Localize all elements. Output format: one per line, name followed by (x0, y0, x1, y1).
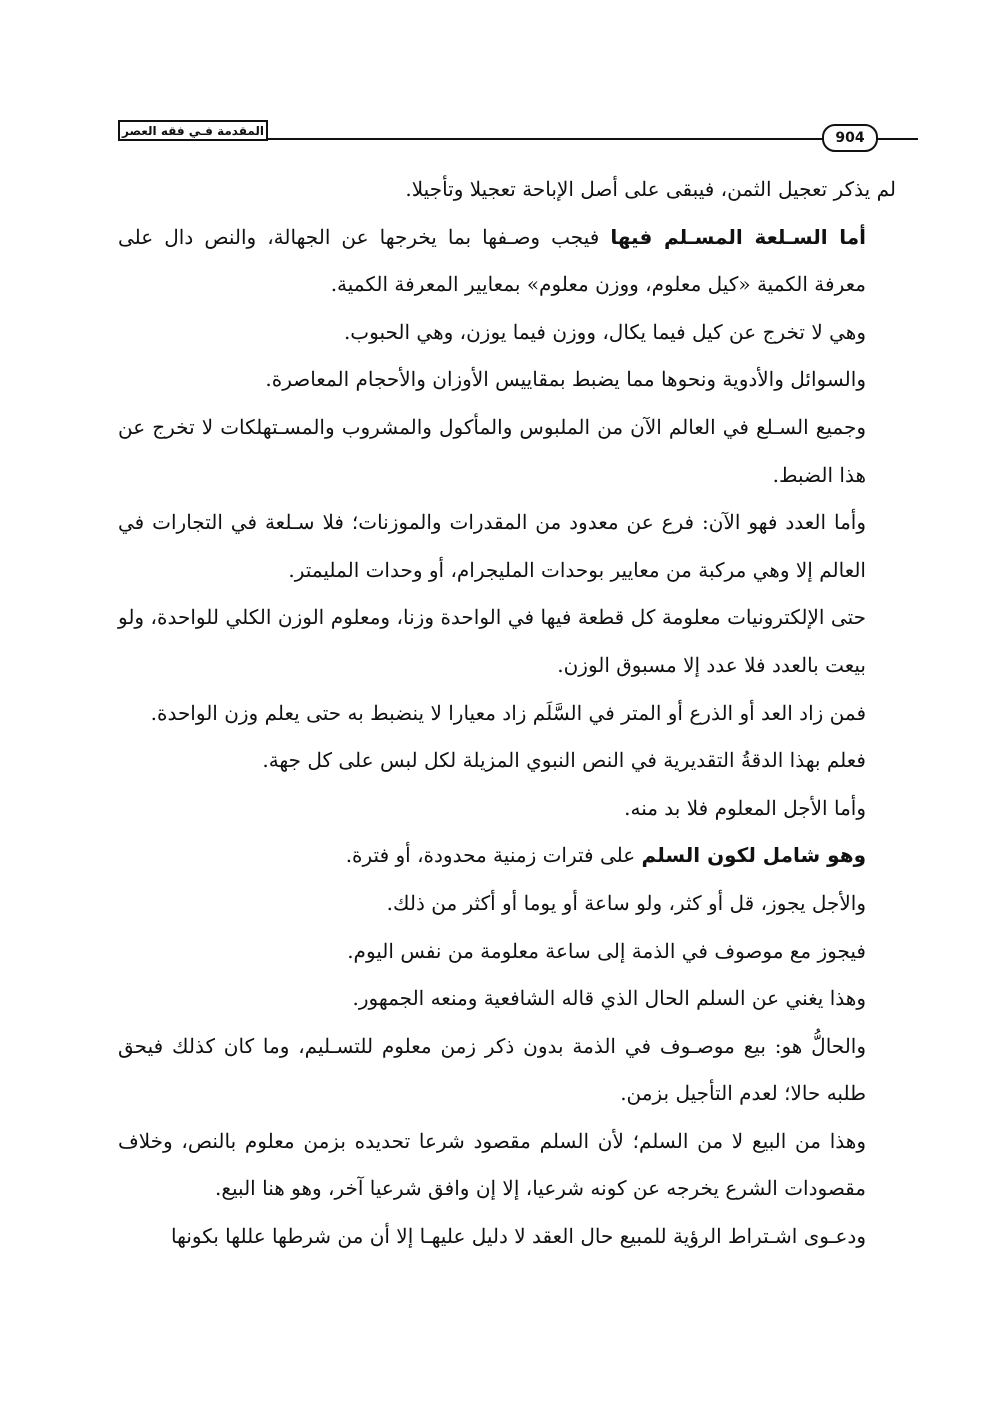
paragraph: فيجوز مع موصوف في الذمة إلى ساعة معلومة من نفس اليوم. (347, 938, 866, 963)
paragraph: فمن زاد العد أو الذرع أو المتر في السَّلَم زاد معيارا لا ينضبط به حتى يعلم وزن الواحدة. (150, 700, 866, 725)
paragraph: وهذا يغني عن السلم الحال الذي قاله الشافعية ومنعه الجمهور. (352, 986, 866, 1011)
paragraph: وأما العدد فهو الآن: فرع عن معدود من المقدرات والموزنات؛ فلا سـلعة في التجارات في العالم إلا وهي مركبة من معايير بوحدات المليجرام، أو وحدات المليمتر. (118, 510, 866, 582)
body-text (118, 166, 896, 1261)
paragraph: وجميع السـلع في العالم الآن من الملبوس والمأكول والمشروب والمسـتهلكات لا تخرج عن هذا الضبط. (118, 414, 866, 487)
paragraph: لم يذكر تعجيل الثمن، فيبقى على أصل الإباحة تعجيلا وتأجيلا. (405, 177, 896, 201)
page-number: 904 (822, 124, 878, 152)
paragraph: وأما الأجل المعلوم فلا بد منه. (624, 795, 866, 820)
paragraph: ودعـوى اشـتراط الرؤية للمبيع حال العقد لا دليل عليهـا إلا أن من شرطها عللها بكونها (171, 1224, 866, 1249)
bold-lead: أما السـلعة المسـلم فيها (610, 224, 866, 249)
paragraph: والسوائل والأدوية ونحوها مما يضبط بمقاييس الأوزان والأحجام المعاصرة. (265, 367, 866, 392)
bold-lead: وهو شامل لكون السلم (641, 843, 866, 868)
paragraph: وهو شامل لكون السلم على فترات زمنية محدودة، أو فترة. (345, 843, 866, 868)
paragraph: وهي لا تخرج عن كيل فيما يكال، ووزن فيما يوزن، وهي الحبوب. (343, 319, 866, 344)
paragraph: فعلم بهذا الدقةُ التقديرية في النص النبوي المزيلة لكل لبس على كل جهة. (262, 748, 866, 773)
paragraph: حتى الإلكترونيات معلومة كل قطعة فيها في الواحدة وزنا، ومعلوم الوزن الكلي للواحدة، ولو بيعت بالعدد فلا عدد إلا مسبوق الوزن. (118, 605, 866, 677)
paragraph: والحالُّ هو: بيع موصـوف في الذمة بدون ذكر زمن معلوم للتسـليم، وما كان كذلك فيحق طلبه حالا؛ لعدم التأجيل بزمن. (118, 1033, 866, 1106)
running-header-title: المقدمة فـي فقه العصر (118, 120, 268, 141)
paragraph: أما السـلعة المسـلم فيها فيجب وصـفها بما يخرجها عن الجهالة، والنص دال على معرفة الكمية «كيل معلوم، ووزن معلوم» بمعايير المعرفة الكمية. (118, 224, 866, 297)
paragraph: وهذا من البيع لا من السلم؛ لأن السلم مقصود شرعا تحديده بزمن معلوم بالنص، وخلاف مقصودات الشرع يخرجه عن كونه شرعيا، إلا إن وافق شرعيا آخر، وهو هنا البيع. (118, 1128, 866, 1201)
paragraph: والأجل يجوز، قل أو كثر، ولو ساعة أو يوما أو أكثر من ذلك. (386, 890, 866, 915)
